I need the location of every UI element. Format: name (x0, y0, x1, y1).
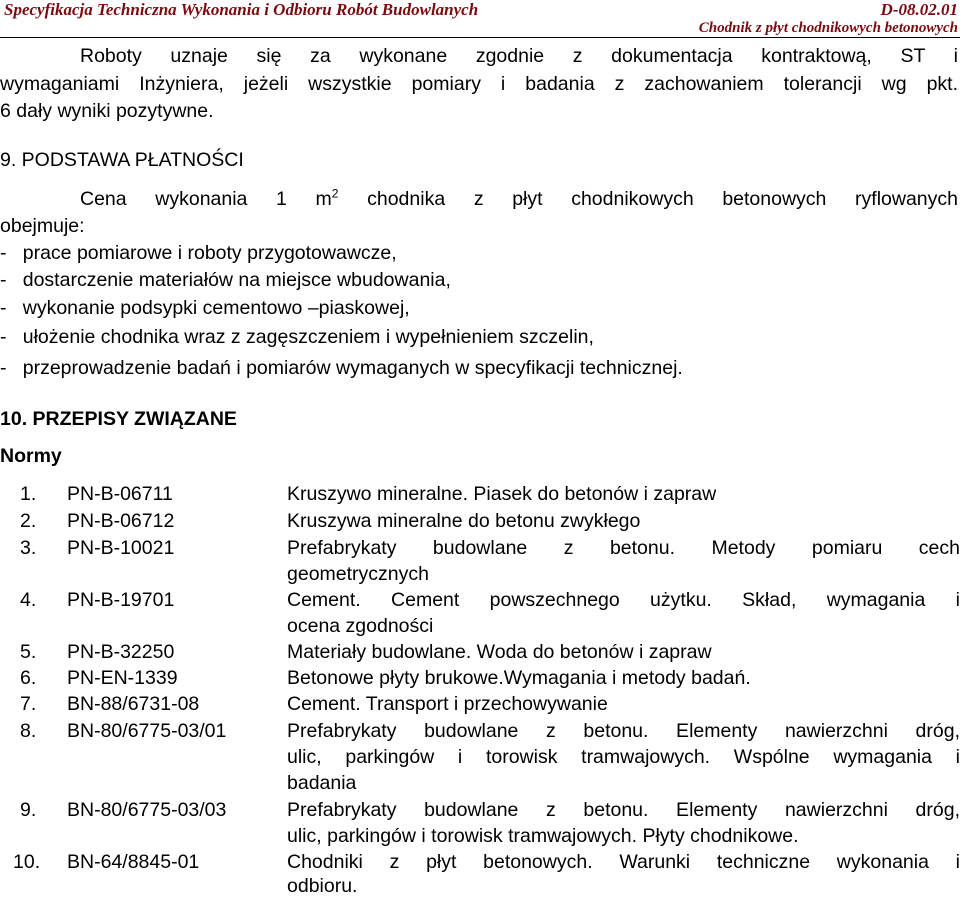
header-divider (0, 37, 960, 38)
norm-title: Cement. Cement powszechnego użytku. Skład, wymagania i (287, 589, 960, 611)
norm-number: 10. (13, 851, 41, 873)
norm-code: PN-B-06711 (67, 483, 173, 505)
payment-lead-2: obejmuje: (0, 215, 85, 237)
list-item: - ułożenie chodnika wraz z zagęszczeniem i wypełnieniem szczelin, (0, 326, 594, 348)
norm-number: 9. (20, 799, 37, 821)
list-item: - wykonanie podsypki cementowo –piaskowej, (0, 297, 410, 319)
norm-title: Kruszywa mineralne do betonu zwykłego (287, 510, 641, 532)
norms-subtitle: Normy (0, 445, 62, 467)
section-9-title: 9. PODSTAWA PŁATNOŚCI (0, 149, 244, 171)
document-title: Specyfikacja Techniczna Wykonania i Odbioru Robót Budowlanych (4, 0, 479, 19)
specification-subtitle: Chodnik z płyt chodnikowych betonowych (698, 20, 958, 36)
norm-title-cont: odbioru. (287, 875, 358, 897)
norm-number: 4. (20, 589, 37, 611)
norm-code: BN-80/6775-03/03 (67, 799, 227, 821)
norm-title: Kruszywo mineralne. Piasek do betonów i zapraw (287, 483, 717, 505)
norm-number: 1. (20, 483, 37, 505)
payment-lead (80, 186, 958, 212)
norm-code: PN-B-19701 (67, 589, 175, 611)
norm-number: 8. (20, 720, 37, 742)
norm-number: 3. (20, 537, 37, 559)
norm-title-cont: geometrycznych (287, 563, 429, 585)
norm-title: Prefabrykaty budowlane z betonu. Metody pomiaru cech (287, 537, 960, 559)
norm-code: PN-B-32250 (67, 641, 175, 663)
intro-line-3: 6 dały wyniki pozytywne. (0, 100, 214, 122)
specification-code: D-08.02.01 (880, 0, 958, 19)
norm-number: 6. (20, 667, 37, 689)
norm-number: 5. (20, 641, 37, 663)
intro-line-1: Roboty uznaje się za wykonane zgodnie z dokumentacja kontraktową, ST i (80, 45, 958, 67)
norm-code: BN-80/6775-03/01 (67, 720, 227, 742)
norm-title: Prefabrykaty budowlane z betonu. Elementy nawierzchni dróg, (287, 720, 960, 742)
list-item: - prace pomiarowe i roboty przygotowawcze, (0, 242, 397, 264)
norm-title: Betonowe płyty brukowe.Wymagania i metody badań. (287, 667, 751, 689)
norm-title-cont: ulic, parkingów i torowisk tramwajowych. Wspólne wymagania i (287, 746, 960, 768)
norm-code: BN-64/8845-01 (67, 851, 200, 873)
list-item: - dostarczenie materiałów na miejsce wbudowania, (0, 269, 451, 291)
norm-title: Cement. Transport i przechowywanie (287, 693, 608, 715)
norm-title-cont: ocena zgodności (287, 615, 434, 637)
norm-code: PN-EN-1339 (67, 667, 178, 689)
norm-title: Prefabrykaty budowlane z betonu. Elementy nawierzchni dróg, (287, 799, 960, 821)
norm-number: 7. (20, 693, 37, 715)
norm-code: PN-B-06712 (67, 510, 175, 532)
norm-number: 2. (20, 510, 37, 532)
list-item: - przeprowadzenie badań i pomiarów wymaganych w specyfikacji technicznej. (0, 357, 683, 379)
section-10-title: 10. PRZEPISY ZWIĄZANE (0, 408, 237, 430)
superscript: 2 (331, 186, 339, 201)
norm-title: Chodniki z płyt betonowych. Warunki techniczne wykonania i (287, 851, 960, 873)
norm-title-cont: ulic, parkingów i torowisk tramwajowych. Płyty chodnikowe. (287, 825, 799, 847)
norm-code: BN-88/6731-08 (67, 693, 200, 715)
norm-title: Materiały budowlane. Woda do betonów i zapraw (287, 641, 712, 663)
payment-lead-text-cont: chodnika z płyt chodnikowych betonowych ryflowanych (338, 188, 958, 210)
intro-line-2: wymaganiami Inżyniera, jeżeli wszystkie pomiary i badania z zachowaniem tolerancji wg pkt. (0, 73, 958, 95)
payment-lead-text: Cena wykonania 1 m (80, 188, 332, 210)
norm-title-cont: badania (287, 772, 357, 794)
norm-code: PN-B-10021 (67, 537, 175, 559)
